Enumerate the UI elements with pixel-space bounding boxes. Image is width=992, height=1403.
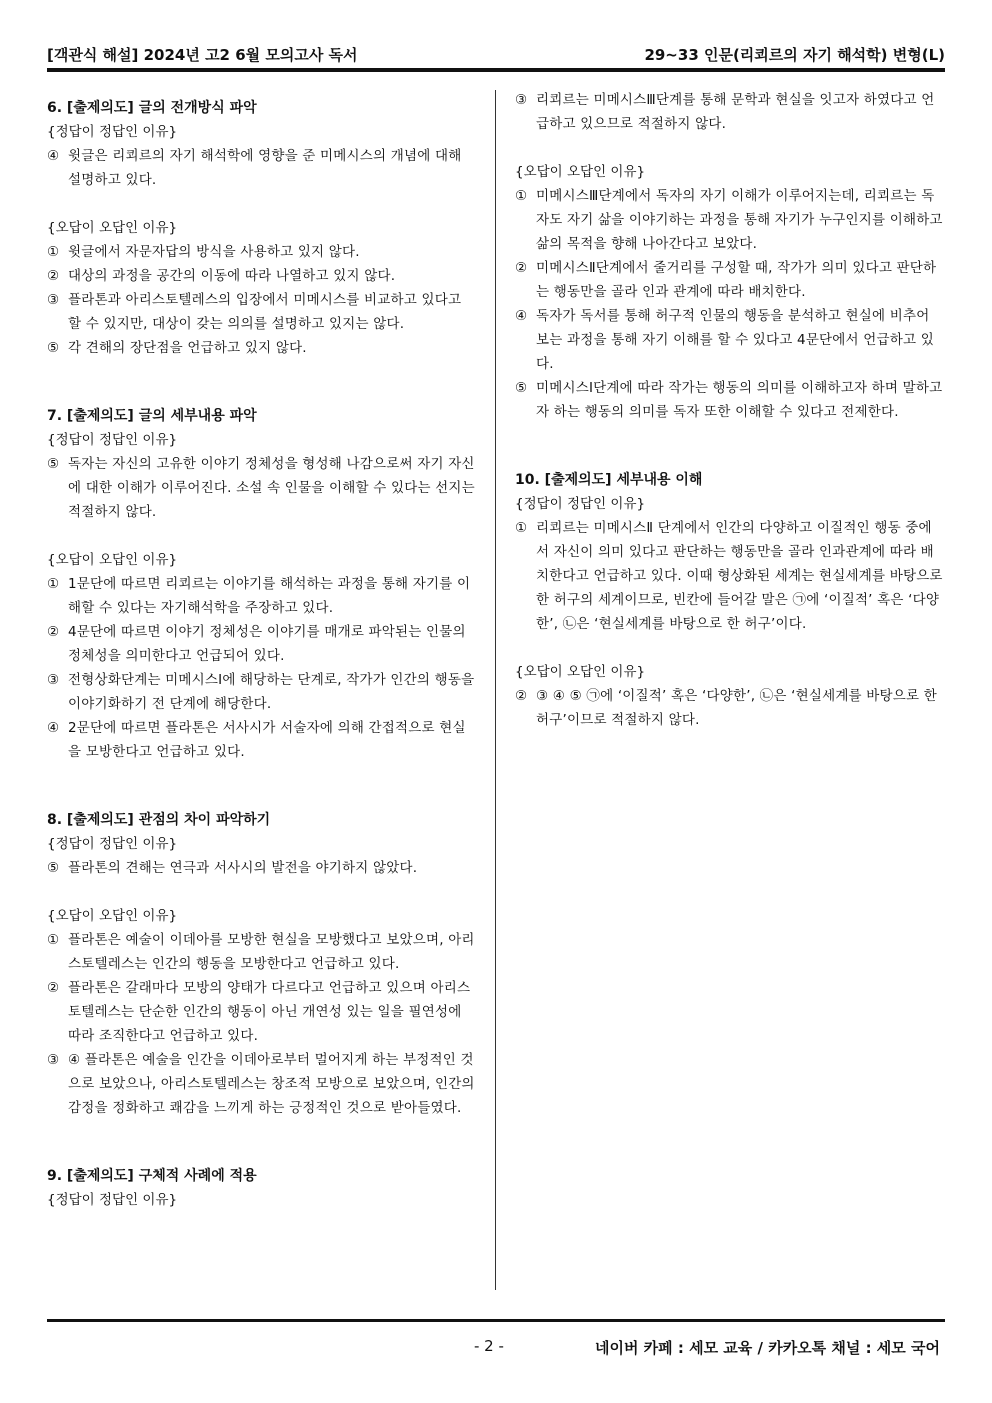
answer-item	[47, 716, 477, 764]
choice-number: ③	[47, 1052, 60, 1068]
header-passage-title: 29~33 인문(리쾨르의 자기 해석학) 변형(L)	[644, 46, 945, 64]
choice-number: ⑤	[47, 456, 60, 472]
answer-item	[47, 572, 477, 620]
answer-text: ③ ④ ⑤ ㉠에 ‘이질적’ 혹은 ‘다양한’, ㉡은 ‘현실세계를 바탕으로 한 허구’이므로 적절하지 않다.	[536, 688, 937, 728]
answer-text: 독자가 독서를 통해 허구적 인물의 행동을 분석하고 현실에 비추어 보는 과정을 통해 자기 이해를 할 수 있다고 4문단에서 언급하고 있다.	[536, 308, 934, 372]
choice-number: ②	[47, 980, 60, 996]
question-6-title: 6. [출제의도] 글의 전개방식 파악	[47, 100, 257, 116]
choice-number: ①	[515, 520, 528, 536]
right-column	[515, 88, 945, 732]
choice-number: ②	[47, 624, 60, 640]
question-8-title: 8. [출제의도] 관점의 차이 파악하기	[47, 812, 271, 828]
choice-number: ③	[47, 292, 60, 308]
answer-item	[47, 144, 477, 192]
answer-text: 2문단에 따르면 플라톤은 서사시가 서술자에 의해 간접적으로 현실을 모방한다고 언급하고 있다.	[68, 720, 466, 760]
choice-number: ④	[515, 308, 528, 324]
correct-label: {정답이 정답인 이유}	[515, 496, 646, 512]
question-9	[47, 1164, 477, 1212]
answer-item	[47, 928, 477, 976]
choice-number: ③	[515, 92, 528, 108]
answer-text: 윗글에서 자문자답의 방식을 사용하고 있지 않다.	[68, 244, 360, 260]
page-footer	[0, 1335, 992, 1359]
answer-item	[47, 264, 477, 288]
answer-text: 미메시스Ⅰ단계에 따라 작가는 행동의 의미를 이해하고자 하며 말하고자 하는 행동의 의미를 독자 또한 이해할 수 있다고 전제한다.	[536, 380, 943, 420]
wrong-label: {오답이 오답인 이유}	[515, 664, 646, 680]
answer-text: 각 견해의 장단점을 언급하고 있지 않다.	[68, 340, 307, 356]
question-9-continued	[515, 88, 945, 424]
answer-item	[515, 184, 945, 256]
answer-text: 1문단에 따르면 리쾨르는 이야기를 해석하는 과정을 통해 자기를 이해할 수 있다는 자기해석학을 주장하고 있다.	[68, 576, 471, 616]
question-10-title: 10. [출제의도] 세부내용 이해	[515, 472, 703, 488]
answer-item	[515, 256, 945, 304]
answer-item	[515, 376, 945, 424]
question-6	[47, 96, 477, 360]
left-column	[47, 88, 477, 1212]
answer-text: 전형상화단계는 미메시스Ⅰ에 해당하는 단계로, 작가가 인간의 행동을 이야기화하기 전 단계에 해당한다.	[68, 672, 475, 712]
answer-item	[47, 976, 477, 1048]
answer-text: 대상의 과정을 공간의 이동에 따라 나열하고 있지 않다.	[68, 268, 396, 284]
header-rule	[47, 68, 945, 72]
answer-item	[47, 240, 477, 264]
answer-item	[47, 668, 477, 716]
correct-label: {정답이 정답인 이유}	[47, 124, 178, 140]
answer-text: 플라톤과 아리스토텔레스의 입장에서 미메시스를 비교하고 있다고 할 수 있지만, 대상이 갖는 의의를 설명하고 있지는 않다.	[68, 292, 462, 332]
answer-item	[47, 620, 477, 668]
question-9-title: 9. [출제의도] 구체적 사례에 적용	[47, 1168, 257, 1184]
answer-item	[47, 336, 477, 360]
correct-label: {정답이 정답인 이유}	[47, 836, 178, 852]
answer-item	[47, 452, 477, 524]
answer-item	[515, 516, 945, 636]
answer-item	[47, 856, 477, 880]
page-header	[47, 40, 945, 68]
wrong-label: {오답이 오답인 이유}	[515, 164, 646, 180]
choice-number: ②	[47, 268, 60, 284]
wrong-label: {오답이 오답인 이유}	[47, 908, 178, 924]
wrong-label: {오답이 오답인 이유}	[47, 552, 178, 568]
correct-label: {정답이 정답인 이유}	[47, 1192, 178, 1208]
choice-number: ①	[47, 576, 60, 592]
question-7-title: 7. [출제의도] 글의 세부내용 파악	[47, 408, 257, 424]
choice-number: ①	[515, 188, 528, 204]
question-8	[47, 808, 477, 1120]
answer-item	[47, 288, 477, 336]
question-7	[47, 404, 477, 764]
answer-item	[515, 88, 945, 136]
choice-number: ①	[47, 244, 60, 260]
answer-text: 미메시스Ⅱ단계에서 줄거리를 구성할 때, 작가가 의미 있다고 판단하는 행동만을 골라 인과 관계에 따라 배치한다.	[536, 260, 937, 300]
choice-number: ④	[47, 148, 60, 164]
question-10	[515, 468, 945, 732]
answer-text: 플라톤은 예술이 이데아를 모방한 현실을 모방했다고 보았으며, 아리스토텔레스는 인간의 행동을 모방한다고 언급하고 있다.	[68, 932, 475, 972]
answer-item	[515, 684, 945, 732]
answer-text: 리쾨르는 미메시스Ⅲ단계를 통해 문학과 현실을 잇고자 하였다고 언급하고 있으므로 적절하지 않다.	[536, 92, 935, 132]
header-exam-title: [객관식 해설] 2024년 고2 6월 모의고사 독서	[47, 46, 358, 64]
answer-text: 미메시스Ⅲ단계에서 독자의 자기 이해가 이루어지는데, 리쾨르는 독자도 자기 삶을 이야기하는 과정을 통해 자기가 누구인지를 이해하고 삶의 목적을 향해 나아간다고 보았다.	[536, 188, 943, 252]
answer-text: 플라톤은 갈래마다 모방의 양태가 다르다고 언급하고 있으며 아리스토텔레스는 단순한 인간의 행동이 아닌 개연성 있는 일을 필연성에 따라 조직한다고 언급하고 있다.	[68, 980, 471, 1044]
answer-item	[515, 304, 945, 376]
choice-number: ⑤	[515, 380, 528, 396]
answer-text: 리쾨르는 미메시스Ⅱ 단계에서 인간의 다양하고 이질적인 행동 중에서 자신이 의미 있다고 판단하는 행동만을 골라 인과관계에 따라 배치한다고 언급하고 있다. 이때 형상화된 세계는 현실세계를 바탕으로 한 허구의 세계이므로, 빈칸에 들어갈 말은 ㉠에 ‘이질적’ 혹은 ‘다양한’, ㉡은 ‘현실세계를 바탕으로 한 허구’이다.	[536, 520, 943, 632]
choice-number: ⑤	[47, 340, 60, 356]
answer-text: 4문단에 따르면 이야기 정체성은 이야기를 매개로 파악된는 인물의 정체성을 의미한다고 언급되어 있다.	[68, 624, 466, 664]
correct-label: {정답이 정답인 이유}	[47, 432, 178, 448]
page-number: - 2 -	[474, 1337, 504, 1355]
footer-rule	[47, 1319, 945, 1322]
choice-number: ①	[47, 932, 60, 948]
answer-text: 독자는 자신의 고유한 이야기 정체성을 형성해 나감으로써 자기 자신에 대한 이해가 이루어진다. 소설 속 인물을 이해할 수 있다는 선지는 적절하지 않다.	[68, 456, 475, 520]
wrong-label: {오답이 오답인 이유}	[47, 220, 178, 236]
choice-number: ②	[515, 260, 528, 276]
column-divider	[495, 90, 496, 1290]
choice-number: ⑤	[47, 860, 60, 876]
choice-number: ②	[515, 688, 528, 704]
choice-number: ④	[47, 720, 60, 736]
answer-text: 플라톤의 견해는 연극과 서사시의 발전을 야기하지 않았다.	[68, 860, 418, 876]
choice-number: ③	[47, 672, 60, 688]
footer-credit: 네이버 카페 : 세모 교육 / 카카오톡 채널 : 세모 국어	[594, 1339, 940, 1357]
answer-text: 윗글은 리쾨르의 자기 해석학에 영향을 준 미메시스의 개념에 대해 설명하고 있다.	[68, 148, 462, 188]
answer-text: ④ 플라톤은 예술을 인간을 이데아로부터 멀어지게 하는 부정적인 것으로 보았으나, 아리스토텔레스는 창조적 모방으로 보았으며, 인간의 감정을 정화하고 쾌감을 느끼게 하는 긍정적인 것으로 받아들였다.	[68, 1052, 475, 1116]
answer-item	[47, 1048, 477, 1120]
